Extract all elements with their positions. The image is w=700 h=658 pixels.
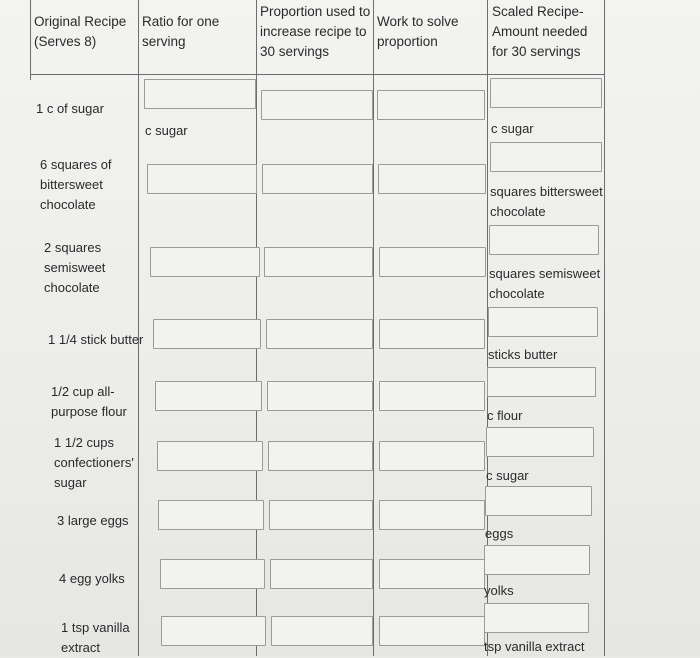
scaled-unit-label: tsp vanilla extract	[484, 639, 585, 654]
scaled-unit-label: c sugar	[486, 468, 529, 483]
proportion-input[interactable]	[269, 500, 373, 530]
work-input[interactable]	[379, 616, 485, 646]
ratio-input[interactable]	[147, 164, 257, 194]
header-work: Work to solve proportion	[377, 14, 459, 49]
ratio-input[interactable]	[158, 500, 264, 530]
work-input[interactable]	[379, 319, 485, 349]
ingredient-label: 6 squares of bittersweet chocolate	[40, 157, 112, 212]
scaled-amount-input[interactable]	[486, 427, 594, 457]
header-proportion: Proportion used to increase recipe to 30 servings	[260, 4, 371, 59]
header-ratio: Ratio for one serving	[142, 14, 220, 49]
work-input[interactable]	[379, 247, 486, 277]
ratio-input[interactable]	[155, 381, 262, 411]
proportion-input[interactable]	[268, 441, 373, 471]
scaled-amount-input[interactable]	[490, 142, 602, 172]
ingredient-label: 1 1/4 stick butter	[48, 332, 144, 347]
ratio-input[interactable]	[157, 441, 263, 471]
ratio-input[interactable]	[153, 319, 261, 349]
header-scaled: Scaled Recipe- Amount needed for 30 servings	[492, 4, 588, 59]
proportion-input[interactable]	[267, 381, 373, 411]
scaled-amount-input[interactable]	[487, 367, 596, 397]
ingredient-label: 1 tsp vanilla extract	[61, 620, 130, 655]
scaled-amount-input[interactable]	[490, 78, 602, 108]
scaled-unit-label: yolks	[484, 583, 514, 598]
work-input[interactable]	[378, 164, 486, 194]
ingredient-label: 1 1/2 cups confectioners' sugar	[54, 435, 134, 490]
work-input[interactable]	[377, 90, 485, 120]
column-divider	[138, 0, 139, 656]
scaled-unit-label: c flour	[487, 408, 523, 423]
ratio-input[interactable]	[161, 616, 266, 646]
ingredient-label: 1 c of sugar	[36, 101, 104, 116]
work-input[interactable]	[379, 381, 485, 411]
ingredient-label: 1/2 cup all- purpose flour	[51, 384, 127, 419]
header-divider	[30, 74, 605, 75]
ratio-input[interactable]	[144, 79, 256, 109]
ratio-input[interactable]	[160, 559, 265, 589]
header-original-recipe: Original Recipe (Serves 8)	[34, 14, 127, 49]
proportion-input[interactable]	[262, 164, 373, 194]
column-divider	[30, 0, 31, 80]
scaled-amount-input[interactable]	[488, 307, 598, 337]
proportion-input[interactable]	[266, 319, 373, 349]
scaled-amount-input[interactable]	[484, 603, 589, 633]
work-input[interactable]	[379, 500, 485, 530]
scaled-amount-input[interactable]	[485, 486, 592, 516]
column-divider	[373, 0, 374, 656]
column-divider	[604, 0, 605, 656]
scaled-amount-input[interactable]	[489, 225, 599, 255]
ratio-input[interactable]	[150, 247, 260, 277]
proportion-input[interactable]	[271, 616, 373, 646]
work-input[interactable]	[379, 559, 485, 589]
scaled-unit-label: c sugar	[491, 121, 534, 136]
proportion-input[interactable]	[261, 90, 373, 120]
scaled-unit-label: sticks butter	[488, 347, 558, 362]
work-input[interactable]	[379, 441, 485, 471]
ratio-unit-label: c sugar	[145, 123, 188, 138]
scaled-unit-label: squares semisweet chocolate	[489, 266, 601, 301]
ingredient-label: 3 large eggs	[57, 513, 129, 528]
scaled-amount-input[interactable]	[484, 545, 590, 575]
ingredient-label: 2 squares semisweet chocolate	[44, 240, 106, 295]
scaled-unit-label: squares bittersweet chocolate	[490, 184, 603, 219]
proportion-input[interactable]	[270, 559, 373, 589]
ingredient-label: 4 egg yolks	[59, 571, 125, 586]
scaled-unit-label: eggs	[485, 526, 514, 541]
proportion-input[interactable]	[264, 247, 373, 277]
